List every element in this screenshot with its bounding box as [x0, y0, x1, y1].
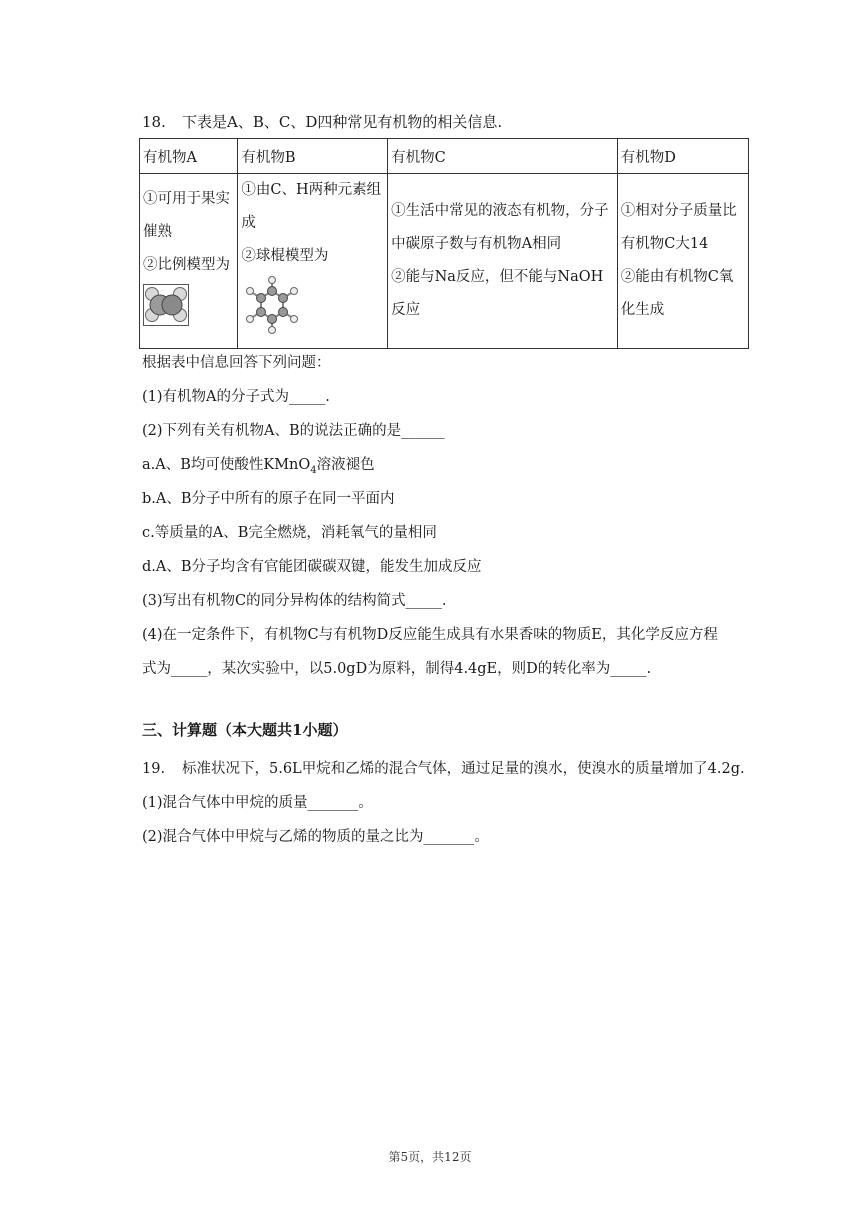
header-cell-d: 有机物D	[617, 139, 748, 174]
benzene-ball-and-stick-model-image	[241, 275, 384, 348]
ethylene-space-filling-model-image	[143, 284, 234, 339]
organic-compounds-table	[139, 138, 749, 349]
question-19-stem	[142, 752, 762, 786]
cell-d-line-2: ②能由有机物C氧化生成	[620, 269, 734, 318]
sub-question-4-line-1: (4)在一定条件下，有机物C与有机物D反应能生成具有水果香味的物质E，其化学反应方程	[142, 627, 718, 643]
cell-a-line-1: ①可用于果实催熟	[143, 191, 230, 240]
option-a-text-end: 溶液褪色	[316, 457, 375, 473]
table-body-row	[140, 174, 749, 349]
question-number: 19.	[142, 761, 166, 777]
question-intro: 下表是A、B、C、D四种常见有机物的相关信息.	[182, 113, 503, 131]
cell-b	[238, 174, 388, 349]
sub-question-2: (2)下列有关有机物A、B的说法正确的是______	[142, 423, 445, 439]
question-number: 18.	[142, 113, 166, 131]
cell-a	[140, 174, 238, 349]
sub-question-1: (1)有机物A的分子式为_____.	[142, 389, 330, 405]
cell-a-line-2: ②比例模型为	[143, 257, 230, 273]
sub-question-3: (3)写出有机物C的同分异构体的结构简式_____.	[142, 593, 447, 609]
cell-c	[388, 174, 618, 349]
question-19-sub-2: (2)混合气体中甲烷与乙烯的物质的量之比为_______。	[142, 829, 489, 845]
question-19-sub-1: (1)混合气体中甲烷的质量_______。	[142, 795, 373, 811]
option-a-subscript: 4	[310, 464, 317, 476]
cell-b-line-2: ②球棍模型为	[241, 248, 329, 264]
option-d: d.A、B分子均含有官能团碳碳双键，能发生加成反应	[142, 559, 482, 575]
header-cell-c: 有机物C	[388, 139, 618, 174]
header-cell-b: 有机物B	[238, 139, 388, 174]
cell-d-line-1: ①相对分子质量比有机物C大14	[620, 203, 737, 252]
question-18-parts	[142, 346, 762, 686]
option-a-text: a.A、B均可使酸性KMnO	[142, 457, 311, 473]
cell-c-line-2: ②能与Na反应，但不能与NaOH反应	[391, 269, 604, 318]
table-header-row	[140, 139, 749, 174]
option-a	[142, 448, 762, 482]
question-19-stem-text: 标准状况下，5.6L甲烷和乙烯的混合气体，通过足量的溴水，使溴水的质量增加了4.2g.	[182, 761, 745, 777]
sub-question-4-line-2: 式为_____，某次实验中，以5.0gD为原料，制得4.4gE，则D的转化率为_____.	[142, 661, 652, 677]
cell-b-line-1: ①由C、H两种元素组成	[241, 182, 382, 231]
option-c: c.等质量的A、B完全燃烧，消耗氧气的量相同	[142, 525, 437, 541]
page-footer: 第5页，共12页	[388, 1150, 472, 1164]
cell-c-line-1: ①生活中常见的液态有机物，分子中碳原子数与有机物A相同	[391, 203, 609, 252]
question-19	[142, 752, 762, 854]
cell-d	[617, 174, 748, 349]
section-heading: 三、计算题（本大题共1小题）	[142, 721, 348, 739]
question-18-header	[142, 111, 502, 132]
header-cell-a: 有机物A	[140, 139, 238, 174]
option-b: b.A、B分子中所有的原子在同一平面内	[142, 491, 395, 507]
prompt-text: 根据表中信息回答下列问题：	[142, 355, 331, 371]
